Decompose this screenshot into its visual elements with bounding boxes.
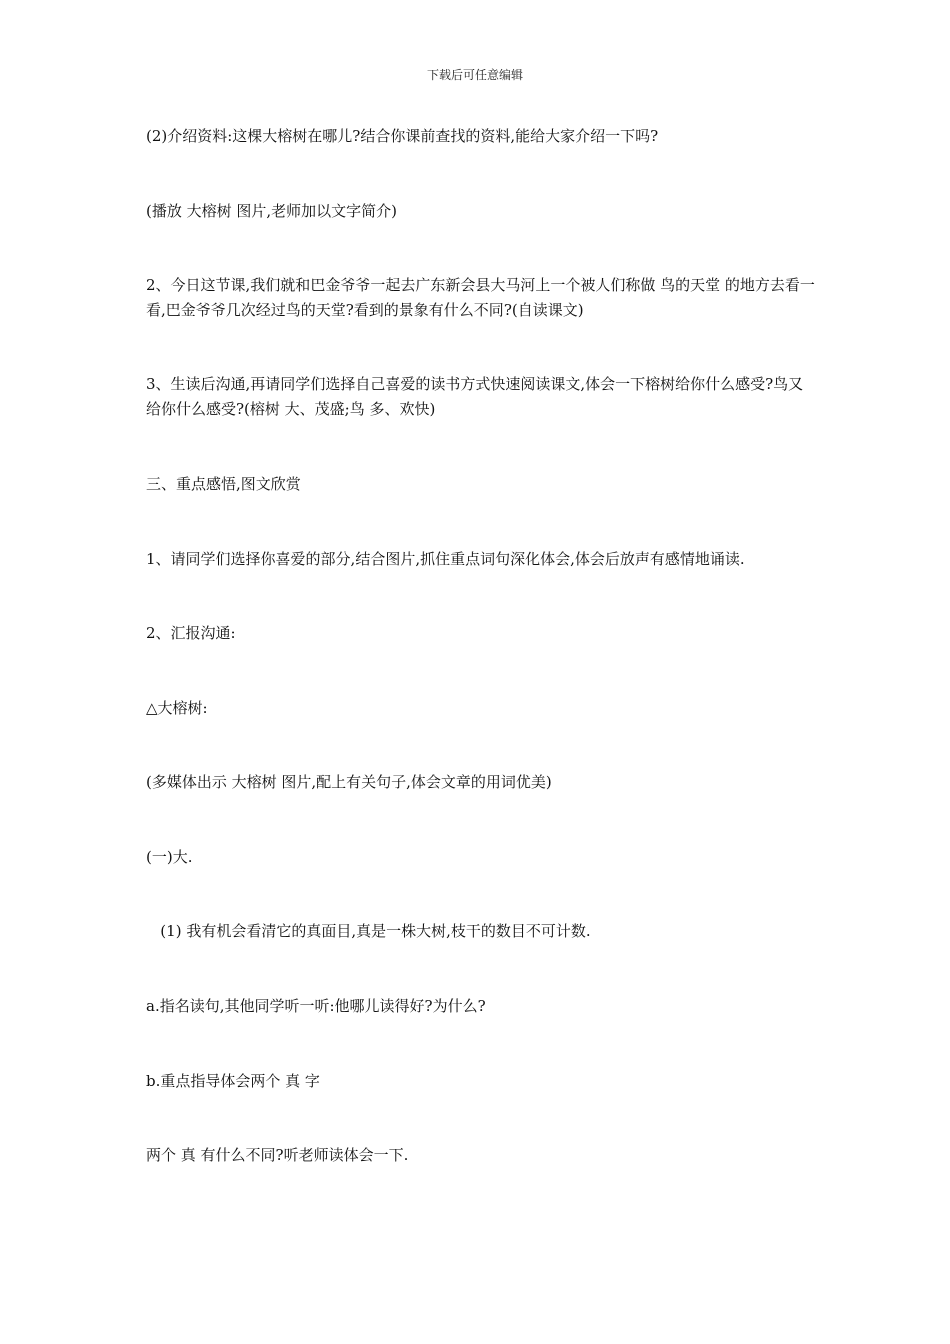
paragraph-sub-1: (一)大. bbox=[146, 848, 193, 866]
paragraph-a: a.指名读句,其他同学听一听:他哪儿读得好?为什么? bbox=[146, 997, 486, 1015]
paragraph-two-zhen: 两个 真 有什么不同?听老师读体会一下. bbox=[146, 1146, 409, 1164]
paragraph-multimedia: (多媒体出示 大榕树 图片,配上有关句子,体会文章的用词优美) bbox=[146, 773, 552, 791]
paragraph-banyan: △大榕树: bbox=[146, 699, 208, 717]
paragraph-b: b.重点指导体会两个 真 字 bbox=[146, 1072, 320, 1090]
paragraph-step-2: 2、今日这节课,我们就和巴金爷爷一起去广东新会县大马河上一个被人们称做 鸟的天堂 的地方去看一看,巴金爷爷几次经过鸟的天堂?看到的景象有什么不同?(自读课文) bbox=[146, 276, 815, 319]
page-header: 下载后可任意编辑 bbox=[426, 68, 523, 82]
paragraph-play-picture: (播放 大榕树 图片,老师加以文字简介) bbox=[146, 202, 398, 220]
paragraph-step-3: 3、生读后沟通,再请同学们选择自己喜爱的读书方式快速阅读课文,体会一下榕树给你什么感受?鸟又给你什么感受?(榕树 大、茂盛;鸟 多、欢快) bbox=[146, 375, 804, 418]
section-heading-3: 三、重点感悟,图文欣赏 bbox=[146, 475, 301, 493]
paragraph-quote-1: (1) 我有机会看清它的真面目,真是一株大树,枝干的数目不可计数. bbox=[146, 922, 591, 940]
paragraph-item-2: 2、汇报沟通: bbox=[146, 624, 236, 642]
paragraph-intro-material: (2)介绍资料:这棵大榕树在哪儿?结合你课前查找的资料,能给大家介绍一下吗? bbox=[146, 127, 659, 145]
paragraph-item-1: 1、请同学们选择你喜爱的部分,结合图片,抓住重点词句深化体会,体会后放声有感情地诵读. bbox=[146, 550, 745, 568]
